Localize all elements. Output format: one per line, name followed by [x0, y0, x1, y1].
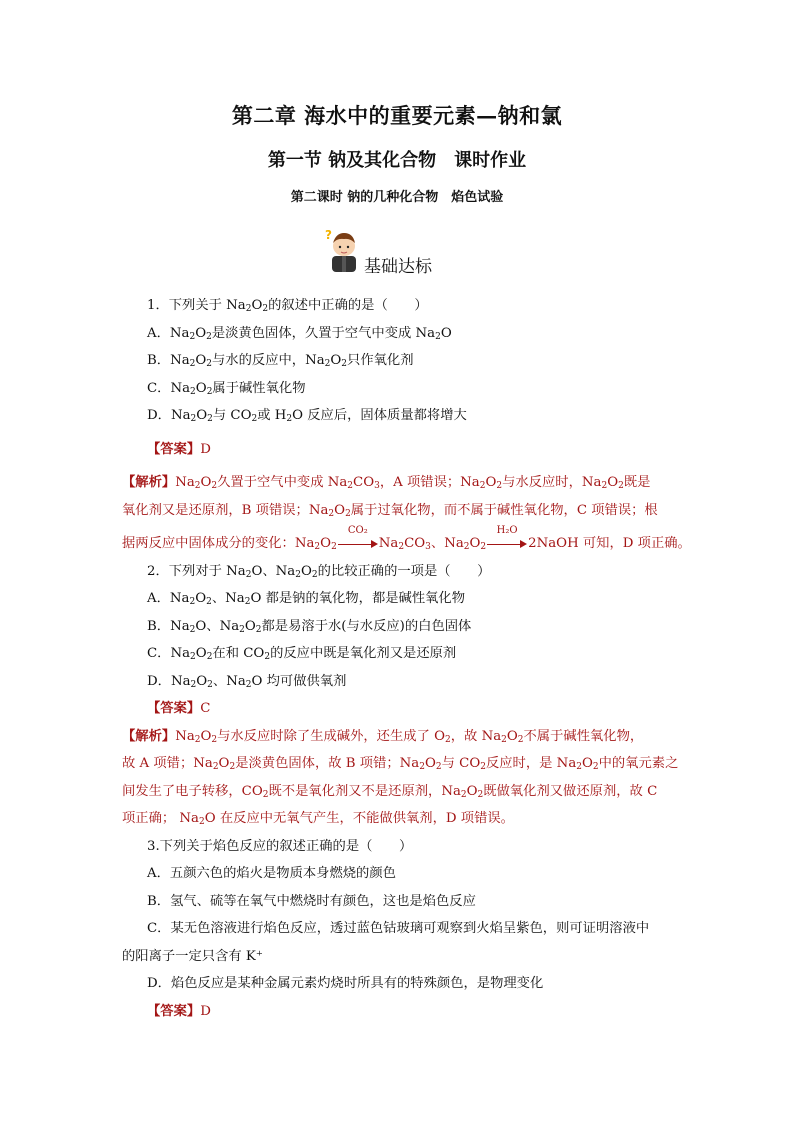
q1-explanation-line-2: 氧化剂又是还原剂，B 项错误；$Na_2O_2$属于过氧化物，而不属于碱性氧化物，C 项错误；根 — [122, 502, 658, 519]
q2-explanation-line-4: 项正确； $Na_2O$ 在反应中无氧气产生，不能做供氧剂，D 项错误。 — [122, 811, 514, 827]
q1-option-a: A．$Na_2O_2$是淡黄色固体，久置于空气中变成 $Na_2O$ — [147, 325, 452, 342]
q2-stem: 2．下列对于 $Na_2O$、$Na_2O_2$的比较正确的一项是（ ） — [147, 563, 491, 580]
q3-option-c-line-2: 的阳离子一定只含有 K⁺ — [122, 948, 263, 964]
q3-answer: 【答案】D — [147, 1003, 211, 1019]
q2-explanation-line-3: 间发生了电子转移，$CO_2$既不是氧化剂又不是还原剂，$Na_2O_2$既做氧化剂又做还原剂，故 C — [122, 783, 658, 800]
q3-stem: 3.下列关于焰色反应的叙述正确的是（ ） — [147, 838, 413, 854]
q1-option-c: C．$Na_2O_2$属于碱性氧化物 — [147, 380, 306, 397]
q2-explanation-line-1: 【解析】$Na_2O_2$与水反应时除了生成碱外，还生成了 $O_2$，故 $Na_2O_2$不属于碱性氧化物， — [122, 728, 644, 745]
q2-answer: 【答案】C — [147, 701, 211, 716]
q2-option-d: D．$Na_2O_2$、$Na_2O$ 均可做供氧剂 — [147, 673, 347, 690]
q1-option-b: B．$Na_2O_2$与水的反应中，$Na_2O_2$只作氧化剂 — [147, 353, 414, 369]
q2-option-a: A．$Na_2O_2$、$Na_2O$ 都是钠的氧化物，都是碱性氧化物 — [147, 591, 466, 607]
q3-option-b: B．氢气、硫等在氧气中燃烧时有颜色，这也是焰色反应 — [147, 893, 476, 909]
q2-explanation-line-2: 故 A 项错；$Na_2O_2$是淡黄色固体，故 B 项错；$Na_2O_2$与 $CO_2$反应时，是 $Na_2O_2$中的氧元素之 — [122, 756, 679, 772]
badge-label: 基础达标 — [364, 257, 432, 277]
lesson-title: 第二课时 钠的几种化合物 焰色试验 — [290, 190, 504, 205]
thinking-student-icon — [322, 226, 366, 272]
q1-option-d: D．$Na_2O_2$与 $CO_2$或 $H_2O$ 反应后，固体质量都将增大 — [147, 408, 467, 424]
q2-option-b: B．$Na_2O$、$Na_2O_2$都是易溶于水(与水反应)的白色固体 — [147, 618, 472, 635]
q1-explanation-line-3: 据两反应中固体成分的变化：$Na_2O_2$ CO₂ $Na_2CO_3$、$Na_2O_2$ H₂O 2NaOH 可知，D 项正确。 — [122, 524, 691, 552]
question-content — [122, 292, 691, 1025]
q1-answer: 【答案】D — [147, 441, 211, 457]
q1-stem: 1．下列关于 $Na_2O_2$的叙述中正确的是（ ） — [147, 298, 428, 314]
reaction-arrow-co2: CO₂ — [338, 538, 378, 550]
section-title: 第一节 钠及其化合物 课时作业 — [267, 150, 527, 171]
q3-option-a: A．五颜六色的焰火是物质本身燃烧的颜色 — [147, 866, 396, 881]
reaction-arrow-h2o: H₂O — [487, 538, 527, 550]
q1-explanation-line-1: 【解析】$Na_2O_2$久置于空气中变成 $Na_2CO_3$，A 项错误；$Na_2O_2$与水反应时，$Na_2O_2$既是 — [122, 475, 651, 491]
q3-option-d: D．焰色反应是某种金属元素灼烧时所具有的特殊颜色，是物理变化 — [147, 976, 544, 991]
chapter-title: 第二章 海水中的重要元素—钠和氯 — [231, 103, 563, 128]
q3-option-c-line-1: C．某无色溶液进行焰色反应，透过蓝色钴玻璃可观察到火焰呈紫色，则可证明溶液中 — [147, 921, 650, 936]
q2-option-c: C．$Na_2O_2$在和 $CO_2$的反应中既是氧化剂又是还原剂 — [147, 646, 457, 662]
svg-text:?: ? — [325, 228, 332, 242]
